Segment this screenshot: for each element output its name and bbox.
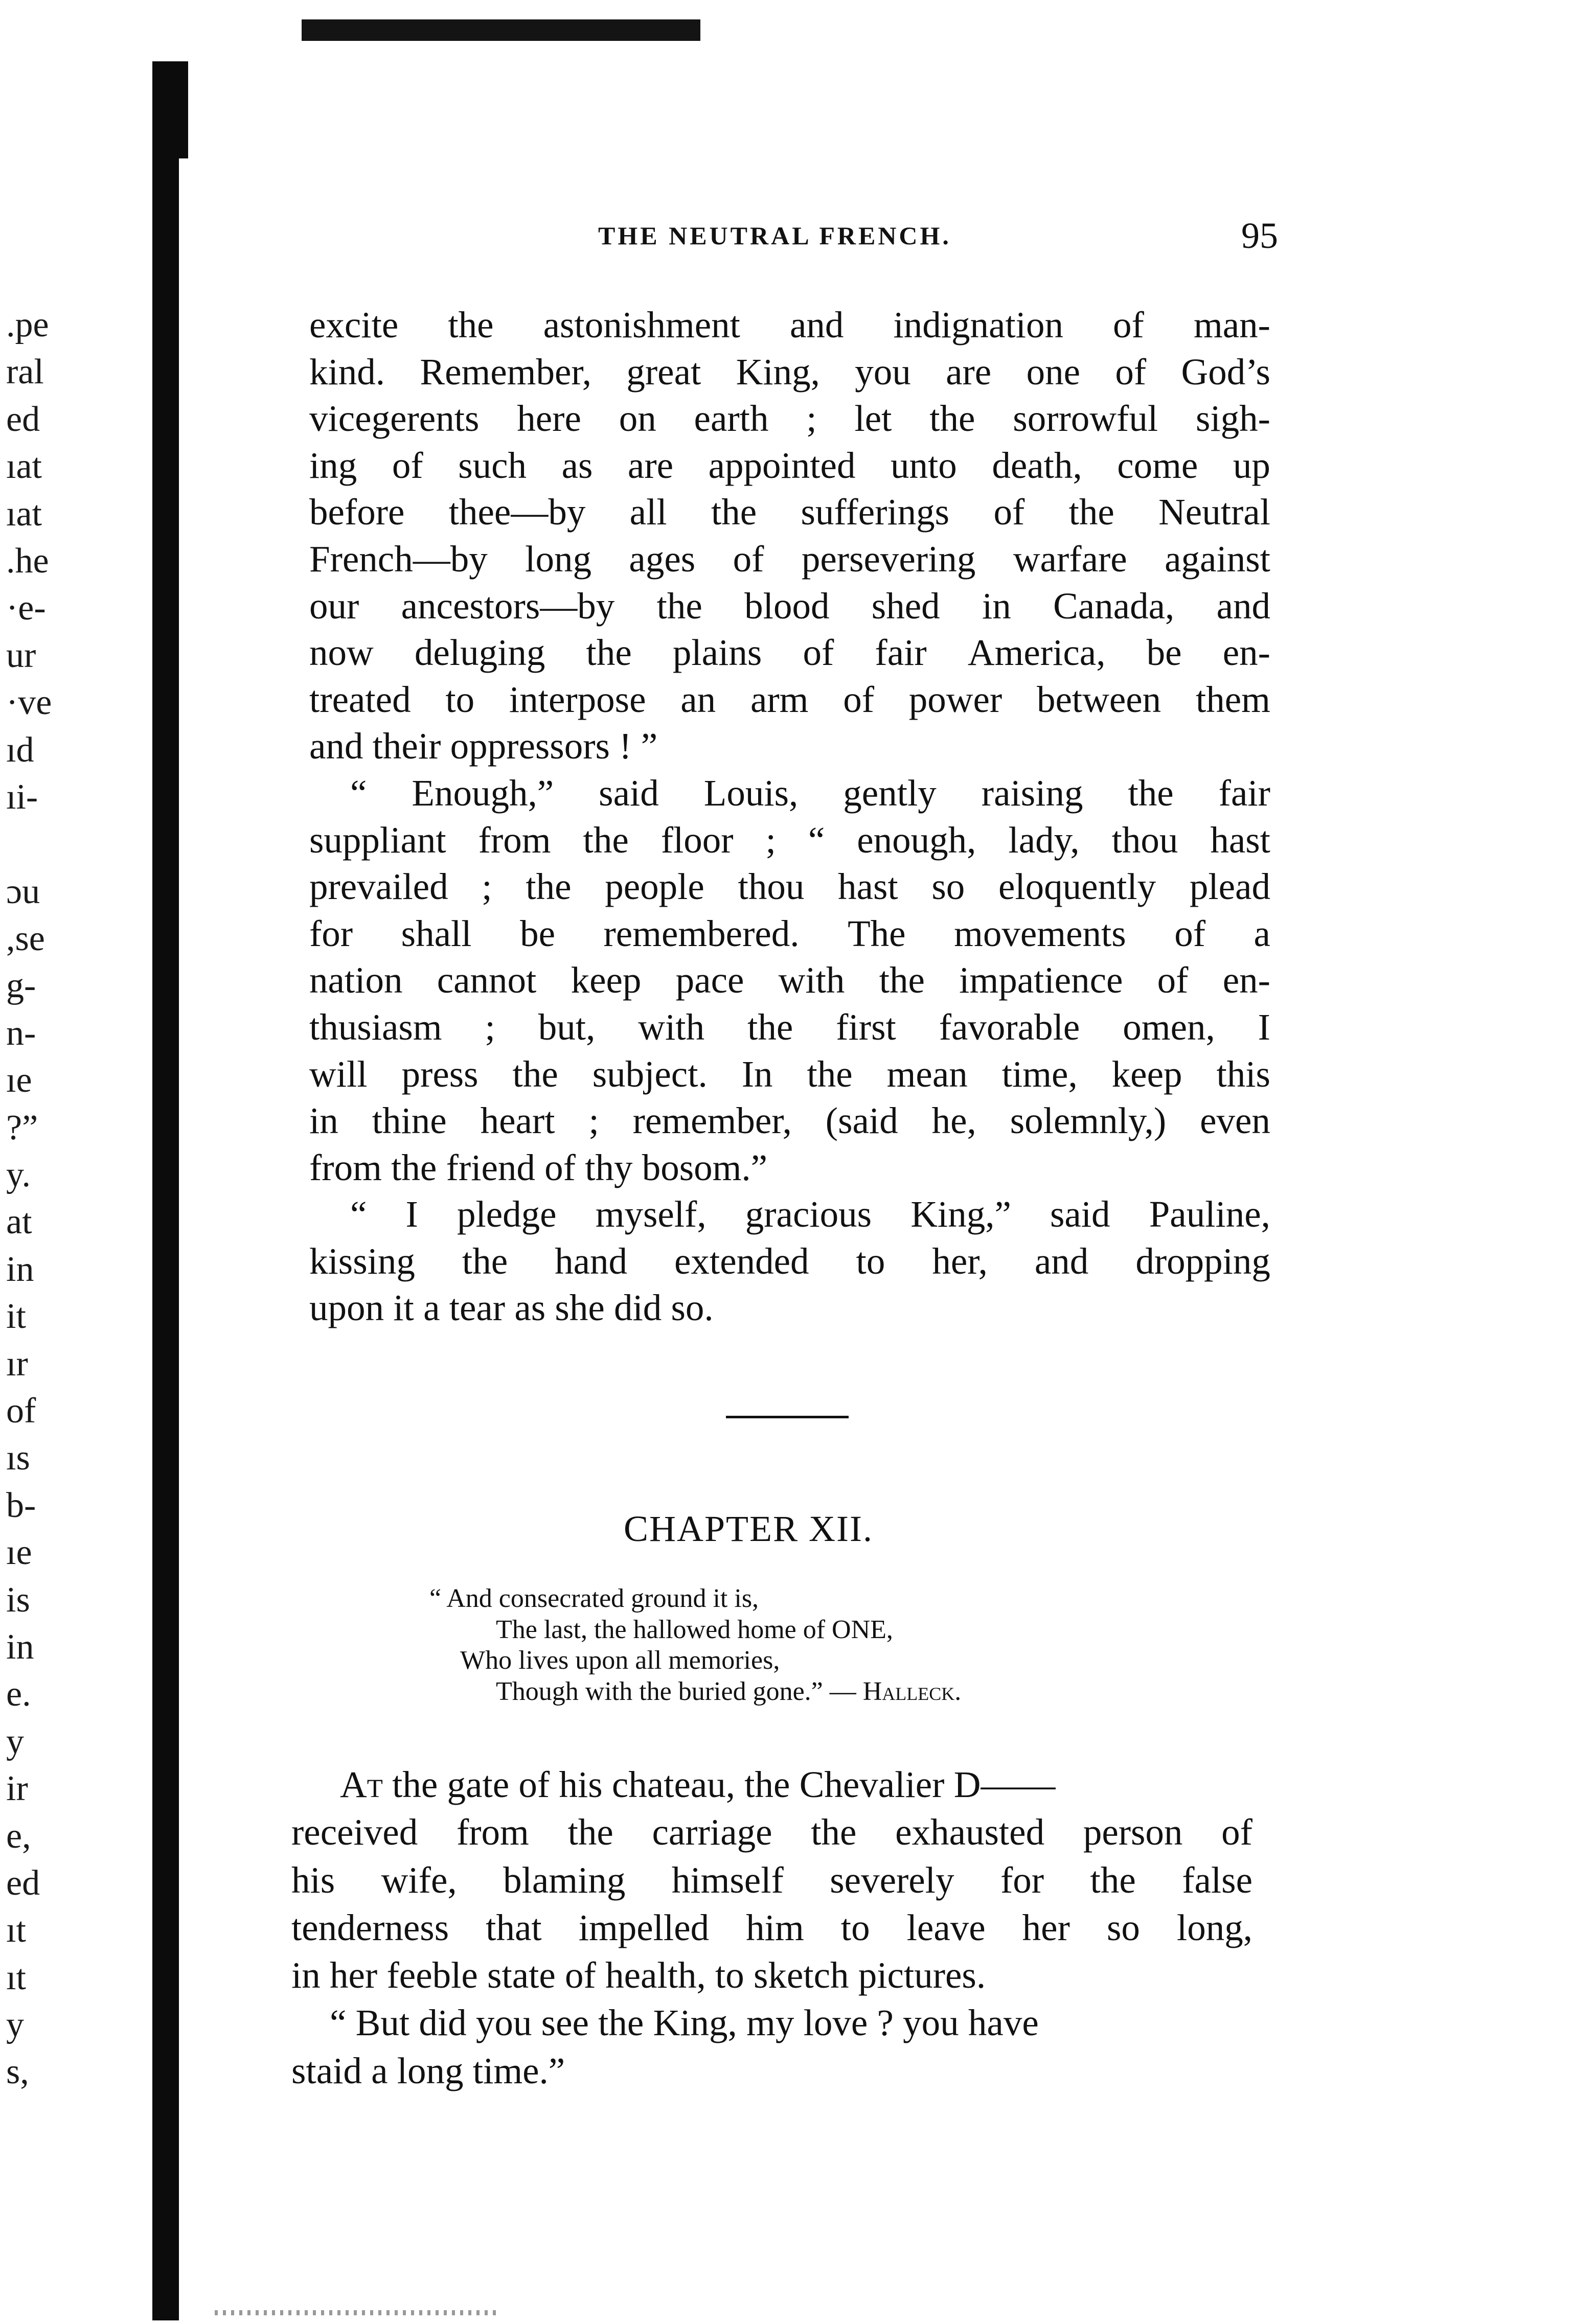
text-line: now deluging the plains of fair America, be en- xyxy=(309,632,1270,674)
facing-page-fragment: in xyxy=(6,1627,34,1667)
facing-page-fragment: ıat xyxy=(6,447,42,487)
text-line: in thine heart ; remember, (said he, solemnly,) even xyxy=(309,1100,1270,1142)
epigraph-line-text: Though with the buried gone.” — xyxy=(496,1676,863,1706)
text-line: will press the subject. In the mean time, keep this xyxy=(309,1053,1270,1095)
facing-page-fragment: ıt xyxy=(6,1911,26,1950)
text-line: his wife, blaming himself severely for the false xyxy=(291,1859,1252,1901)
facing-page-fragment: e, xyxy=(6,1816,31,1856)
facing-page-fragment: .he xyxy=(6,541,49,581)
facing-page-fragment: ıs xyxy=(6,1438,30,1478)
text-line: prevailed ; the people thou hast so eloquently plead xyxy=(309,866,1270,908)
facing-page-fragment: ıi- xyxy=(6,777,38,817)
facing-page-fragment: ?” xyxy=(6,1108,38,1147)
facing-page-fragment: s, xyxy=(6,2052,29,2092)
text-line: vicegerents here on earth ; let the sorrowful sigh- xyxy=(309,398,1270,440)
facing-page-fragment: it xyxy=(6,1297,26,1337)
facing-page-fragment: y xyxy=(6,1721,24,1761)
scan-smudge-bottom xyxy=(215,2310,501,2315)
book-binding-shadow-top xyxy=(152,61,188,158)
facing-page-fragment: is xyxy=(6,1580,30,1620)
body-text xyxy=(309,302,1270,1331)
text-line: kind. Remember, great King, you are one of God’s xyxy=(309,351,1270,393)
book-binding-shadow xyxy=(152,61,179,2320)
text-line: from the friend of thy bosom.” xyxy=(309,1146,768,1188)
opening-small-caps: At xyxy=(340,1764,383,1805)
epigraph-line xyxy=(429,1676,961,1708)
text-line: kissing the hand extended to her, and dropping xyxy=(309,1240,1270,1282)
facing-page-fragment: ıe xyxy=(6,1533,32,1573)
facing-page-fragment: ·ve xyxy=(6,683,52,723)
text-line: “ I pledge myself, gracious King,” said Pauline, xyxy=(350,1193,1270,1235)
text-line: in her feeble state of health, to sketch pictures. xyxy=(291,1954,986,1996)
text-line: received from the carriage the exhausted person of xyxy=(291,1811,1252,1853)
text-line: treated to interpose an arm of power between them xyxy=(309,678,1270,720)
facing-page-fragment: e. xyxy=(6,1674,31,1714)
epigraph-line: “ And consecrated ground it is, xyxy=(429,1584,759,1613)
epigraph-attribution: Halleck. xyxy=(862,1676,962,1706)
page-number: 95 xyxy=(1241,215,1278,256)
text-line: for shall be remembered. The movements of a xyxy=(309,912,1270,954)
facing-page-fragment: of xyxy=(6,1391,36,1431)
text-line: “ But did you see the King, my love ? you have xyxy=(330,2002,1039,2044)
chapter-heading: CHAPTER XII. xyxy=(624,1508,873,1549)
scan-smudge-top xyxy=(302,19,700,41)
text-line: staid a long time.” xyxy=(291,2050,565,2091)
facing-page-fragment: ur xyxy=(6,635,36,675)
facing-page-fragment: at xyxy=(6,1202,32,1242)
facing-page-fragment: n- xyxy=(6,1013,36,1053)
facing-page-fragment: in xyxy=(6,1249,34,1289)
epigraph-line: The last, the hallowed home of ONE, xyxy=(496,1615,893,1644)
text-line: suppliant from the floor ; “ enough, lady, thou hast xyxy=(309,819,1270,861)
facing-page-fragment: ıd xyxy=(6,730,34,770)
text-line: ing of such as are appointed unto death, come up xyxy=(309,444,1270,486)
facing-page-fragment: ed xyxy=(6,1863,40,1903)
facing-page-fragment: ral xyxy=(6,352,44,392)
facing-page-fragment: b- xyxy=(6,1485,36,1525)
facing-page-fragment: y xyxy=(6,2005,24,2045)
facing-page-fragment xyxy=(0,821,97,868)
facing-page-fragment: g- xyxy=(6,966,36,1006)
facing-page-fragment: ıat xyxy=(6,494,42,534)
text-line: French—by long ages of persevering warfare against xyxy=(309,538,1270,580)
section-divider xyxy=(726,1416,849,1418)
facing-page-fragment: .pe xyxy=(6,305,49,344)
text-line: “ Enough,” said Louis, gently raising the fair xyxy=(350,772,1270,814)
epigraph xyxy=(429,1583,961,1707)
facing-page-fragment: ıt xyxy=(6,1958,26,1997)
text-line: and their oppressors ! ” xyxy=(309,725,658,767)
facing-page-fragment: ɔu xyxy=(6,871,40,911)
text-line: our ancestors—by the blood shed in Canada, and xyxy=(309,585,1270,627)
facing-page-fragment: ıe xyxy=(6,1061,32,1100)
facing-page-fragment: ,se xyxy=(6,919,45,959)
facing-page-fragment: y. xyxy=(6,1155,31,1195)
facing-page-fragment: ed xyxy=(6,399,40,439)
opening-line-text: the gate of his chateau, the Chevalier D—— xyxy=(382,1764,1056,1805)
running-head xyxy=(598,215,1278,266)
text-line xyxy=(291,1761,1252,1808)
facing-page-fragments xyxy=(0,302,97,2096)
facing-page-fragment: ır xyxy=(6,1344,28,1384)
text-line: excite the astonishment and indignation of man- xyxy=(309,304,1270,346)
text-line: before thee—by all the sufferings of the Neutral xyxy=(309,491,1270,533)
text-line: upon it a tear as she did so. xyxy=(309,1287,714,1329)
facing-page-fragment: ·e- xyxy=(6,588,46,628)
facing-page-fragment: ir xyxy=(6,1769,28,1809)
chapter-text xyxy=(291,1761,1252,2095)
text-line: thusiasm ; but, with the first favorable omen, I xyxy=(309,1006,1270,1048)
running-title: THE NEUTRAL FRENCH. xyxy=(598,221,951,250)
text-line: nation cannot keep pace with the impatience of en- xyxy=(309,959,1270,1001)
epigraph-line: Who lives upon all memories, xyxy=(460,1646,780,1675)
text-line: tenderness that impelled him to leave her so long, xyxy=(291,1906,1252,1948)
